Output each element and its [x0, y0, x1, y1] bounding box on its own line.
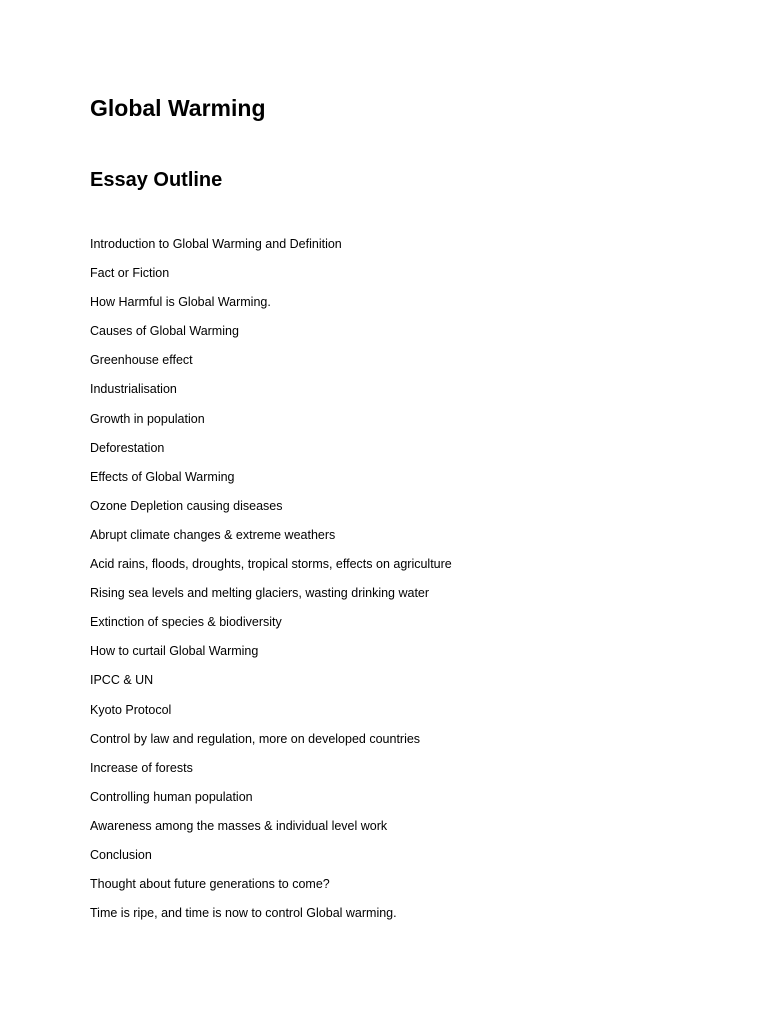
- outline-item: Kyoto Protocol: [90, 702, 172, 717]
- outline-item: Thought about future generations to come?: [90, 877, 330, 892]
- outline-item: Introduction to Global Warming and Definition: [90, 237, 342, 251]
- outline-item: Growth in population: [90, 411, 205, 426]
- outline-item: Fact or Fiction: [90, 266, 170, 281]
- outline-item: Industrialisation: [90, 382, 177, 397]
- outline-item: Time is ripe, and time is now to control Global warming.: [90, 906, 397, 921]
- outline-item: Conclusion: [90, 847, 152, 862]
- outline-item: IPCC & UN: [90, 673, 154, 688]
- outline-item: Controlling human population: [90, 789, 253, 804]
- outline-item: Rising sea levels and melting glaciers, wasting drinking water: [90, 586, 430, 601]
- outline-item: Extinction of species & biodiversity: [90, 615, 282, 630]
- outline-item: Increase of forests: [90, 760, 193, 775]
- outline-heading: Essay Outline: [90, 169, 223, 191]
- outline-item: Acid rains, floods, droughts, tropical storms, effects on agriculture: [90, 557, 452, 572]
- outline-list: [90, 233, 452, 931]
- outline-item: How Harmful is Global Warming.: [90, 295, 271, 310]
- outline-item: Deforestation: [90, 440, 165, 455]
- outline-item: Effects of Global Warming: [90, 469, 235, 484]
- outline-item: Control by law and regulation, more on developed countries: [90, 731, 421, 746]
- outline-item: Abrupt climate changes & extreme weathers: [90, 527, 336, 542]
- outline-item: Greenhouse effect: [90, 353, 193, 368]
- outline-item: Ozone Depletion causing diseases: [90, 498, 283, 513]
- document-title: Global Warming: [90, 95, 266, 121]
- outline-item: Causes of Global Warming: [90, 324, 239, 339]
- outline-item: How to curtail Global Warming: [90, 644, 259, 659]
- outline-item: Awareness among the masses & individual level work: [90, 818, 388, 833]
